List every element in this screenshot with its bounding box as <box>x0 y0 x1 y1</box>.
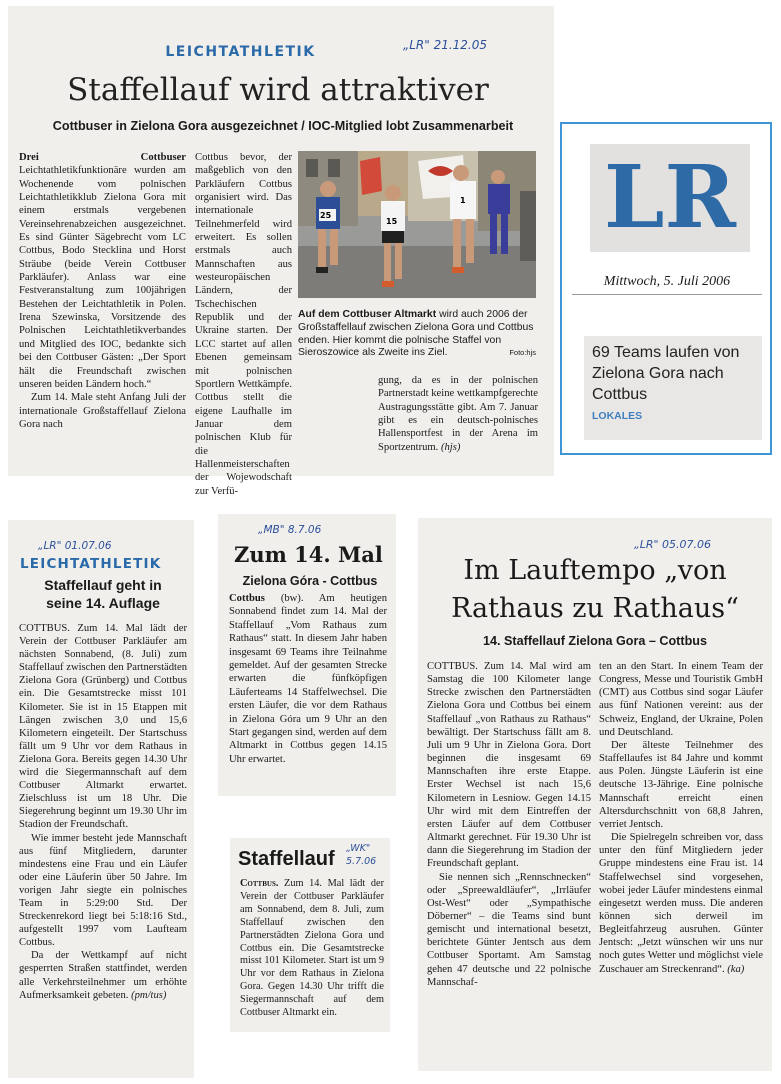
subheadline: Cottbuser in Zielona Gora ausgezeichnet / IOC-Mitglied lobt Zusammenarbeit <box>52 119 514 133</box>
article-clip-staffellauf-wk <box>230 838 390 1032</box>
photo-graphic <box>298 151 536 298</box>
subheadline: 14. Staffellauf Zielona Gora – Cottbus <box>483 634 707 648</box>
teaser-panel <box>584 336 762 440</box>
headline: Im Lauftempo „von Rathaus zu Rathaus“ <box>451 555 739 624</box>
lead-in: Drei Cottbuser <box>19 152 186 163</box>
caption-text: wird auch 2006 der Großstaffellauf zwischen Zielona Gora und Cottbus enden. Hier kommt die polnische Staffel von Sieroszowice als Zweite ins Ziel. <box>298 309 534 359</box>
article-clip-staffellauf-attraktiver <box>8 6 554 497</box>
lr-logo-panel <box>590 144 750 252</box>
author-signature: (hjs) <box>440 441 461 453</box>
author-signature: (ka) <box>727 963 745 975</box>
paragraph: Zum 14. Mal lädt der Verein der Cottbuser Parkläufer am nächsten Sonnabend, (8. Juli) zum Staffellauf zwischen den Partnerstädten Zielona Gora (Grünberg) und Cottbus ein. Die Gesamtstrecke misst 101 Kilometer. Sie ist in 15 Etappen mit Längen zwischen 3,0 und 15,6 Kilometern eingeteilt. Der Startschuss fällt um 9 Uhr vor dem Rathaus in Zielona Gora. Bereits gegen 14.30 Uhr wird die Siegermannschaft auf dem Cottbuser Altmarkt erwartet. Zielschluss ist um 18 Uhr. Die Siegerehrung beginnt um 19.30 Uhr im Stadion der Freundschaft. <box>19 623 187 831</box>
dateline: COTTBUS. <box>19 623 70 634</box>
handwritten-date-note: „LR" 05.07.06 <box>634 538 712 551</box>
author-signature: (pm/tus) <box>131 989 167 1001</box>
paragraph: Cottbus bevor, der maßgeblich von den Parkläufern Cottbus organisiert wird. Das internationale Teilnehmerfeld wird erweitert. Es sollen erstmals auch Mannschaften aus westeuropäischen Ländern, der Tschechischen Republik und der Ukraine starten. Der LCC startet auf allen Ebenen gemeinsam mit polnischen Sportlern Wettkämpfe. Cottbus stellt die eigene Laufhalle im Januar dem polnischen Klub für die Hallenmeisterschaften der Wojewodschaft zur Verfü- <box>195 152 292 497</box>
handwritten-date-note: „LR" 21.12.05 <box>403 38 488 52</box>
photo-credit: Foto:hjs <box>509 348 536 358</box>
article-column-1 <box>427 660 591 989</box>
paragraph: Zum 14. Male steht Anfang Juli der internationale Großstaffellauf Zielona Gora nach <box>19 392 186 430</box>
dateline: Cottbus <box>229 593 265 604</box>
article-clip-14-auflage <box>8 520 194 1078</box>
article-body <box>19 622 187 1002</box>
article-column-2 <box>599 660 763 976</box>
paragraph: Sie nennen sich „Rennschnecken“ oder „Spreewaldläufer“, „Irrläufer Ost-West“ oder „Sympathische Döberner“ – die Teams sind bunt gemischt und international besetzt, berichtete Günter Jentsch aus dem Cottbuser Sportamt. Am Samstag gehen 47 deutsche und 22 polnische Mannschaf- <box>427 871 591 988</box>
photo-runners-altmarkt <box>298 151 536 298</box>
headline: Staffellauf <box>238 848 335 870</box>
dateline: Cottbus. <box>240 878 279 889</box>
section-rubric: LEICHTATHLETIK <box>20 556 162 572</box>
paragraph: gung, da es in der polnischen Partnerstadt keine wettkampfgerechte Austragungsstätte gibt. Am 7. Januar gibt es ein deutsch-polnisches Hallensportfest in der Arena im Sportzentrum. <box>378 375 539 453</box>
paragraph: Zum 14. Mal wird am Samstag die 100 Kilometer lange Strecke zwischen den Partnerstädten Zielona Gora und Cottbus bei einem Staffellauf „von Rathaus zu Rathaus“ bewältigt. Der Startschuss fällt am 8. Juli um 9 Uhr in Zielona Gora. Dort beginnen die insgesamt 69 Mannschaften ihre erste Etappe. Erster Wechsel ist nach 15,6 Kilometern in Lesniow. Gegen 14.15 Uhr wird mit dem Eintreffen der ersten Läufer auf dem Cottbuser Altmarkt gerechnet. Für 19.30 Uhr ist dann die Siegerehrung im Stadion der Freundschaft geplant. <box>427 661 591 870</box>
paragraph: ten an den Start. In einem Team der Congress, Messe und Touristik GmbH (CMT) aus Cottbus sind sogar Läufer aus fünf Nationen vereint: aus der Schweiz, England, der Ukraine, Polen und Deutschland. <box>599 661 763 738</box>
teaser-headline: 69 Teams laufen von Zielona Gora nach Cottbus <box>592 344 740 403</box>
article-column-2 <box>195 151 292 498</box>
paragraph: Zum 14. Mal lädt der Verein der Cottbuser Parkläufer am Sonnabend, dem 8. Juli, zum Staffellauf zwischen den Partnerstädten Zielona Gora und Cottbus ein. Die Gesamtstrecke misst 101 Kilometer. Start ist um 9 Uhr vor dem Rathaus in Zielona Gora. Gegen 14.30 Uhr trifft die Siegermannschaft auf dem Cottbuser Altmarkt ein. <box>240 878 384 1019</box>
article-clip-lauftempo <box>418 518 772 1071</box>
section-label: LOKALES <box>592 410 643 422</box>
paragraph: (bw). Am heutigen Sonnabend findet zum 14. Mal der Staffellauf „Vom Rathaus zum Rathaus“ statt. In diesem Jahr haben insgesamt 69 Teams ihre Teilnahme gemeldet. Auf der gesamten Strecke erwarten die fünfköpfigen Läuferteams 14 Staffelwechsel. Die ersten Läufer, die vor dem Rathaus in Zielona Góra um 9 Uhr an den Start gegangen sind, werden auf dem Altmarkt in Cottbus gegen 14.15 Uhr erwartet. <box>229 593 388 765</box>
issue-date: Mittwoch, 5. Juli 2006 <box>572 274 762 295</box>
headline: Zum 14. Mal <box>234 542 383 567</box>
article-column-1 <box>19 151 186 431</box>
paragraph: Da der Wettkampf auf nicht gesperrten Straßen stattfindet, werden alle Verkehrsteilnehmer um erhöhte Aufmerksamkeit gebeten. <box>19 950 187 1001</box>
dateline: COTTBUS. <box>427 661 478 672</box>
bib-number: 1 <box>460 196 466 205</box>
subheadline: Zielona Góra - Cottbus <box>242 574 378 588</box>
photo-caption <box>298 309 536 360</box>
caption-lead: Auf dem Cottbuser Altmarkt <box>298 309 437 320</box>
paragraph: Die Spielregeln schreiben vor, dass unter den fünf Mitgliedern jeder Gruppe mindestens eine Frau ist. 14 Staffelwechsel sind vorgesehen, wobei jeder Läufer mindestens einmal eingesetzt werden muss. Die anderen können sich derweil im Begleitfahrzeug ausruhen. Günter Jentsch: „Jetzt wünschen wir uns nur noch gutes Wetter und möglichst viele Zuschauer am Streckenrand“. <box>599 832 763 975</box>
headline: Staffellauf geht in seine 14. Auflage <box>44 577 162 611</box>
paragraph: Der älteste Teilnehmer des Staffellaufes ist 84 Jahre und kommt aus Polen. Jüngste Läuferin ist eine deutsche 13-Jährige. Eine polnische Mannschaft erreicht einen Altersdurchschnitt von 68,8 Jahren, verriet Jentsch. <box>599 739 763 830</box>
article-body <box>240 878 384 1020</box>
section-rubric: LEICHTATHLETIK <box>165 44 316 60</box>
paragraph: Wie immer besteht jede Mannschaft aus fünf Mitgliedern, darunter mindestens eine Frau und ein Läufer oder eine Läuferin über 50 Jahre. Im vorigen Jahr siegte ein polnisches Team in 5:29:00 Std. Der Streckenrekord liegt bei 5:18:16 Std., aufgestellt 1997 vom Laufteam Cottbus. <box>19 832 187 949</box>
lr-newspaper-teaser-box <box>560 122 772 455</box>
lr-logo: LR <box>604 147 736 248</box>
article-clip-zum-14-mal <box>218 514 396 796</box>
handwritten-date-note: „WK" 5.7.06 <box>346 843 377 867</box>
article-body <box>229 592 387 766</box>
handwritten-date-note: „LR" 01.07.06 <box>38 540 112 552</box>
handwritten-date-note: „MB" 8.7.06 <box>258 524 322 536</box>
article-column-3 <box>378 374 538 454</box>
bib-number: 15 <box>386 217 398 226</box>
paragraph: Leichtathletikfunktionäre wurden am Wochenende vom polnischen Leichtathletikklub Zielona Gora mit einem erstmals vergebenen Vereinsehrenabzeichen ausgezeichnet. Es sind Günter Sägebrecht vom LC Cottbus, Bodo Stecklina und Horst Sträube (beide Verein Cottbuser Parkläufer). Anlass war eine Festveranstaltung zum 100jährigen Bestehen der Leichtathletik in Polen. Irena Szewinska, Vorsitzende des Polnischen Leichtathletikverbandes und Mitglied des IOC, bedankte sich bei den Cottbuser Gästen: „Der Sport hält die Freundschaft zwischen unseren beiden Ländern hoch.“ <box>19 165 186 390</box>
headline: Staffellauf wird attraktiver <box>67 72 489 108</box>
bib-number: 25 <box>320 211 332 220</box>
